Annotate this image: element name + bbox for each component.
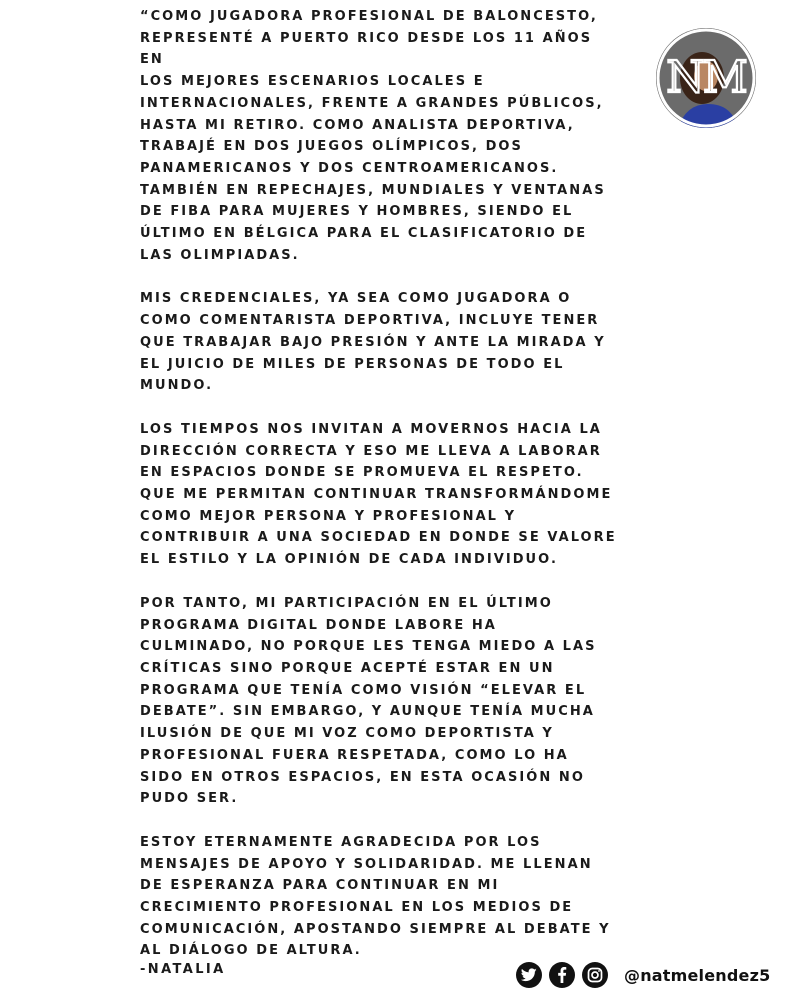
statement-paragraph-5: ESTOY ETERNAMENTE AGRADECIDA POR LOS MENSAJES DE APOYO Y SOLIDARIDAD. ME LLENAN DE ESPERANZA PARA CONTINUAR EN MI CRECIMIENTO PROFESIONAL EN LOS MEDIOS DE COMUNICACIÓN, APOSTANDO SIEMPRE AL DEBATE Y AL DIÁLOGO DE ALTURA. <box>140 834 611 959</box>
instagram-icon[interactable] <box>582 962 608 988</box>
twitter-icon[interactable] <box>516 962 542 988</box>
social-links <box>516 961 770 989</box>
monogram-text: NM <box>666 52 746 103</box>
facebook-icon[interactable] <box>549 962 575 988</box>
statement-text <box>140 6 620 962</box>
signature: -NATALIA <box>140 962 226 977</box>
avatar-logo <box>656 28 756 128</box>
statement-paragraph-2: MIS CREDENCIALES, YA SEA COMO JUGADORA O COMO COMENTARISTA DEPORTIVA, INCLUYE TENER QUE TRABAJAR BAJO PRESIÓN Y ANTE LA MIRADA Y EL JUICIO DE MILES DE PERSONAS DE TODO EL MUNDO. <box>140 291 606 394</box>
statement-paragraph-3: LOS TIEMPOS NOS INVITAN A MOVERNOS HACIA LA DIRECCIÓN CORRECTA Y ESO ME LLEVA A LABORAR EN ESPACIOS DONDE SE PROMUEVA EL RESPETO. QUE ME PERMITAN CONTINUAR TRANSFORMÁNDOME COMO MEJOR PERSONA Y PROFESIONAL Y CONTRIBUIR A UNA SOCIEDAD EN DONDE SE VALORE EL ESTILO Y LA OPINIÓN DE CADA INDIVIDUO. <box>140 421 617 568</box>
social-handle[interactable]: @natmelendez5 <box>624 965 771 985</box>
avatar-photo <box>656 28 756 128</box>
statement-paragraph-4: POR TANTO, MI PARTICIPACIÓN EN EL ÚLTIMO PROGRAMA DIGITAL DONDE LABORE HA CULMINADO, NO PORQUE LES TENGA MIEDO A LAS CRÍTICAS SINO PORQUE ACEPTÉ ESTAR EN UN PROGRAMA QUE TENÍA COMO VISIÓN “ELEVAR EL DEBATE”. SIN EMBARGO, Y AUNQUE TENÍA MUCHA ILUSIÓN DE QUE MI VOZ COMO DEPORTISTA Y PROFESIONAL FUERA RESPETADA, COMO LO HA SIDO EN OTROS ESPACIOS, EN ESTA OCASIÓN NO PUDO SER. <box>140 595 597 807</box>
statement-paragraph-1: “COMO JUGADORA PROFESIONAL DE BALONCESTO, REPRESENTÉ A PUERTO RICO DESDE LOS 11 AÑOS EN LOS MEJORES ESCENARIOS LOCALES E INTERNACIONALES, FRENTE A GRANDES PÚBLICOS, HASTA MI RETIRO. COMO ANALISTA DEPORTIVA, TRABAJÉ EN DOS JUEGOS OLÍMPICOS, DOS PANAMERICANOS Y DOS CENTROAMERICANOS. TAMBIÉN EN REPECHAJES, MUNDIALES Y VENTANAS DE FIBA PARA MUJERES Y HOMBRES, SIENDO EL ÚLTIMO EN BÉLGICA PARA EL CLASIFICATORIO DE LAS OLIMPIADAS. <box>140 9 606 263</box>
